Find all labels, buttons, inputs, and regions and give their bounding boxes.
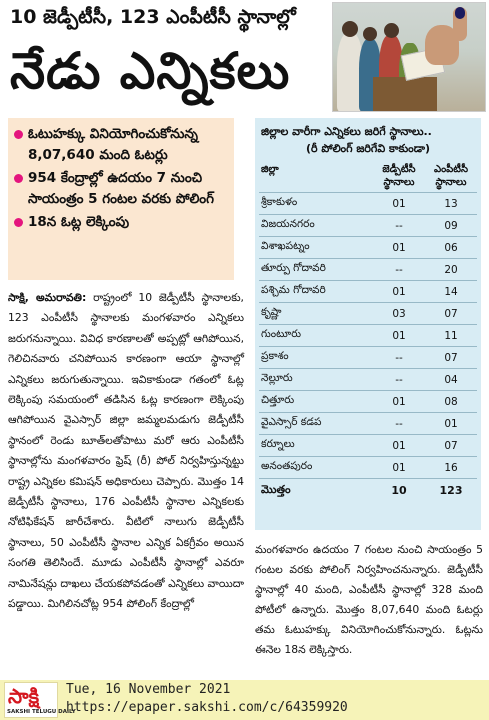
- mptc-count: 08: [425, 391, 477, 413]
- bullet-dot-icon: [14, 130, 23, 139]
- district-name: అనంతపురం: [259, 457, 373, 479]
- article-left-text: రాష్ట్రంలో 10 జెడ్పీటీసీ స్థానాలకు, 123 ఎంపీటీసీ స్థానాలకు మంగళవారం ఎన్నికలు జరుగనున్నాయి. వివిధ కారణాలతో అప్పట్లో ఆగిపోయిన, గెలిచినవారు చనిపోయిన కారణంగా ఆయా స్థానాల్లో ఎన్నికలు జరుగుతున్నాయి. ఇవికాకుండా గతంలో ఓట్ల లెక్కింపు సమయంలో తడిసిన ఓట్ల కారణంగా లెక్కింపు ఆగిపోయిన వైఎస్సార్ జిల్లా జమ్మలమడుగు జెడ్పీటీసీ స్థానంలో రెండు బూత్‌లతోపాటు మరో ఆరు ఎంపీటీసీ స్థానాల్లోను మంగళవారం ఫ్రెష్ (రీ) పోల్ నిర్వహిస్తున్నట్టు రాష్ట్ర ఎన్నికల కమిషన్ అధికారులు చెప్పారు. మొత్తం 14 జెడ్పీటీసీ స్థానాలు, 176 ఎంపీటీసీ స్థానాల ఎన్నికలకు నోటిఫికేషన్ జారీచేశారు. వీటిలో నాలుగు జెడ్పీటీసీ స్థానాలు, 50 ఎంపీటీసీ స్థానాల ఎన్నిక ఏకగ్రీవం అయిన సంగతి తెలిసిందే. మూడు ఎంపీటీసీ స్థానాల్లో ఎవరూ నామినేషన్లు దాఖలు చేయకపోవడంతో ఎన్నికలు వాయిదా పడ్డాయి. మిగిలినచోట్ల 954 పోలింగ్ కేంద్రాల్లో: [8, 291, 244, 611]
- mptc-count: 07: [425, 347, 477, 369]
- table-row: [259, 303, 477, 325]
- logo-subtitle: SAKSHI TELUGU DAILY: [7, 709, 76, 715]
- table-row: [259, 259, 477, 281]
- highlight-item: 954 కేంద్రాల్లో ఉదయం 7 నుంచి సాయంత్రం 5 గంటల వరకు పోలింగ్: [14, 168, 228, 210]
- mptc-count: 16: [425, 457, 477, 479]
- table-row: [259, 391, 477, 413]
- header-district: జిల్లా: [259, 160, 373, 193]
- footer-url[interactable]: https://epaper.sakshi.com/c/64359920: [66, 700, 348, 715]
- zptc-count: --: [373, 369, 425, 391]
- mptc-count: 07: [425, 303, 477, 325]
- header-mptc: ఎంపీటీసీ స్థానాలు: [425, 160, 477, 193]
- table-row: [259, 281, 477, 303]
- headline-title: నేడు ఎన్నికలు: [10, 42, 291, 100]
- zptc-count: 01: [373, 193, 425, 215]
- mptc-count: 11: [425, 325, 477, 347]
- district-table: [259, 160, 477, 503]
- district-name: చిత్తూరు: [259, 391, 373, 413]
- district-name: విజయనగరం: [259, 215, 373, 237]
- zptc-count: 01: [373, 325, 425, 347]
- district-name: వైఎస్సార్ కడప: [259, 413, 373, 435]
- footer-date: Tue, 16 November 2021: [66, 682, 231, 697]
- table-row: [259, 457, 477, 479]
- table-header-row: [259, 160, 477, 193]
- article-right-column: మంగళవారం ఉదయం 7 గంటల నుంచి సాయంత్రం 5 గంటల వరకు పోలింగ్ నిర్వహించనున్నారు. జెడ్పీటీసీ స్థానాల్లో 40 మంది, ఎంపీటీసీ స్థానాల్లో 328 మంది పోటీలో ఉన్నారు. మొత్తం 8,07,640 మంది ఓటర్లు తమ ఓటుహక్కు వినియోగించుకోనున్నారు. ఓట్లను ఈనెల 18న లెక్కిస్తారు.: [255, 543, 483, 656]
- table-total-row: [259, 479, 477, 503]
- table-caption: జిల్లాల వారీగా ఎన్నికలు జరిగే స్థానాలు..: [261, 125, 432, 138]
- zptc-count: --: [373, 413, 425, 435]
- footer-bar: [0, 680, 489, 720]
- table-row: [259, 193, 477, 215]
- district-table-box: [255, 118, 481, 530]
- district-name: నెల్లూరు: [259, 369, 373, 391]
- district-name: ప్రకాశం: [259, 347, 373, 369]
- ballot-box: [373, 77, 437, 112]
- district-name: శ్రీకాకుళం: [259, 193, 373, 215]
- voting-photo: [332, 2, 486, 112]
- district-name: తూర్పు గోదావరి: [259, 259, 373, 281]
- highlight-item: 18న ఓట్ల లెక్కింపు: [14, 212, 228, 233]
- headline-subtitle: 10 జెడ్పీటీసీ, 123 ఎంపీటీసీ స్థానాల్లో: [10, 6, 296, 28]
- total-label: మొత్తం: [261, 482, 291, 496]
- logo-word: సాక్షి: [8, 684, 40, 708]
- zptc-count: 01: [373, 457, 425, 479]
- zptc-count: --: [373, 259, 425, 281]
- district-name: కృష్ణా: [259, 303, 373, 325]
- total-zptc: 10: [391, 484, 407, 498]
- highlight-item: ఓటుహక్కు వినియోగించుకోనున్న 8,07,640 మంది ఓటర్లు: [14, 124, 228, 166]
- sakshi-logo: [4, 682, 76, 718]
- zptc-count: 01: [373, 391, 425, 413]
- table-row: [259, 237, 477, 259]
- mptc-count: 13: [425, 193, 477, 215]
- table-row: [259, 435, 477, 457]
- mptc-count: 06: [425, 237, 477, 259]
- zptc-count: 01: [373, 237, 425, 259]
- district-name: విశాఖపట్నం: [259, 237, 373, 259]
- zptc-count: 01: [373, 281, 425, 303]
- mptc-count: 01: [425, 413, 477, 435]
- mptc-count: 14: [425, 281, 477, 303]
- district-name: కర్నూలు: [259, 435, 373, 457]
- article-dateline: సాక్షి, అమరావతి:: [8, 291, 87, 304]
- bullet-dot-icon: [14, 174, 23, 183]
- total-mptc: 123: [439, 484, 463, 498]
- table-row: [259, 325, 477, 347]
- highlights-box: [8, 118, 234, 280]
- district-name: గుంటూరు: [259, 325, 373, 347]
- article-left-column: [8, 288, 244, 615]
- ink-mark: [455, 7, 465, 19]
- table-row: [259, 413, 477, 435]
- table-row: [259, 369, 477, 391]
- mptc-count: 20: [425, 259, 477, 281]
- mptc-count: 04: [425, 369, 477, 391]
- headline-area: [0, 0, 489, 115]
- zptc-count: 01: [373, 435, 425, 457]
- zptc-count: --: [373, 215, 425, 237]
- mptc-count: 09: [425, 215, 477, 237]
- bullet-dot-icon: [14, 218, 23, 227]
- district-name: పశ్చిమ గోదావరి: [259, 281, 373, 303]
- table-subcaption: (రీ పోలింగ్ జరిగేవి కాకుండా): [306, 142, 430, 155]
- mptc-count: 07: [425, 435, 477, 457]
- zptc-count: 03: [373, 303, 425, 325]
- table-row: [259, 347, 477, 369]
- table-row: [259, 215, 477, 237]
- header-zptc: జెడ్పీటీసీ స్థానాలు: [373, 160, 425, 193]
- zptc-count: --: [373, 347, 425, 369]
